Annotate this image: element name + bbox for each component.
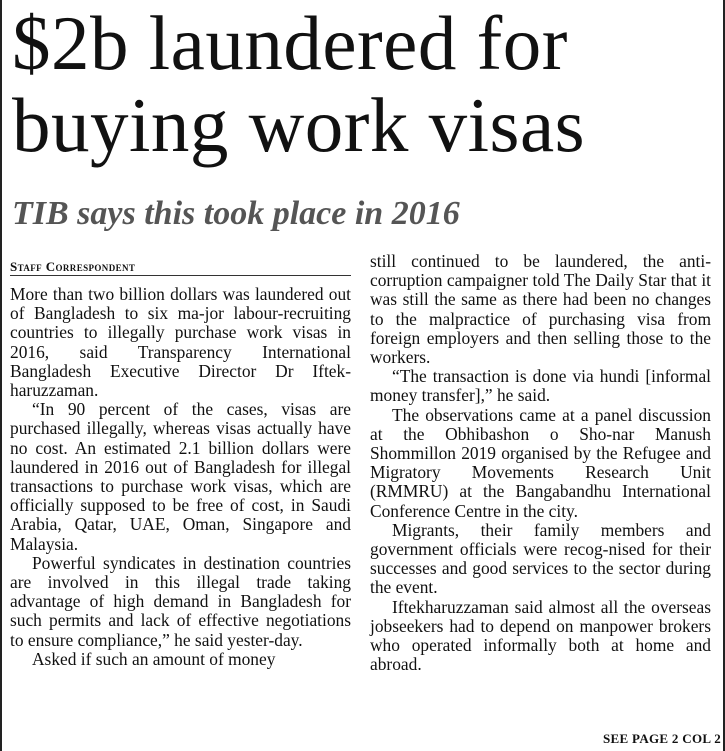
paragraph: Iftekharuzzaman said almost all the overseas jobseekers had to depend on manpower brokers who operated informally both at home and abroad. bbox=[370, 596, 711, 675]
article-column-left bbox=[10, 252, 351, 669]
paragraph: “In 90 percent of the cases, visas are purchased illegally, whereas visas actually have no cost. An estimated 2.1 billion dollars were laundered in 2016 out of Bangladesh for illegal transactions to purchase work visas, which are officially supposed to be free of cost, in Saudi Arabia, Qatar, UAE, Oman, Singapore and Malaysia. bbox=[10, 399, 351, 554]
continued-on-page-link[interactable]: SEE PAGE 2 COL 2 bbox=[603, 731, 721, 746]
paragraph: Powerful syndicates in destination countries are involved in this illegal trade taking advantage of high demand in Bangladesh for such permits and lack of effective negotiations to ensure compliance,” he said yester-day. bbox=[10, 552, 351, 650]
paragraph: “The transaction is done via hundi [informal money transfer],” he said. bbox=[370, 366, 711, 406]
subheadline: TIB says this took place in 2016 bbox=[12, 195, 460, 232]
headline: $2b laundered for buying work visas bbox=[12, 0, 586, 168]
article-column-right bbox=[370, 252, 711, 674]
left-column-rule bbox=[0, 0, 2, 751]
byline-divider bbox=[10, 275, 351, 276]
paragraph: Asked if such an amount of money bbox=[32, 648, 276, 669]
paragraph: Migrants, their family members and government officials were recog-nised for their successes and good services to the sector during the event. bbox=[370, 519, 711, 598]
paragraph: More than two billion dollars was laundered out of Bangladesh to six ma-jor labour-recruiting countries to illegally purchase work visas in 2016, said Transparency International Bangladesh Executive Director Dr Iftek-haruzzaman. bbox=[10, 284, 351, 401]
paragraph: The observations came at a panel discussion at the Obhibashon o Sho-nar Manush Shommillon 2019 organised by the Refugee and Migratory Movements Research Unit (RMMRU) at the Bangabandhu International Conference Centre in the city. bbox=[370, 404, 711, 521]
byline: Staff Correspondent bbox=[10, 259, 136, 274]
paragraph: still continued to be laundered, the anti-corruption campaigner told The Daily Star that it was still the same as there had been no changes to the malpractice of purchasing visa from foreign employers and then selling those to the workers. bbox=[370, 251, 711, 368]
